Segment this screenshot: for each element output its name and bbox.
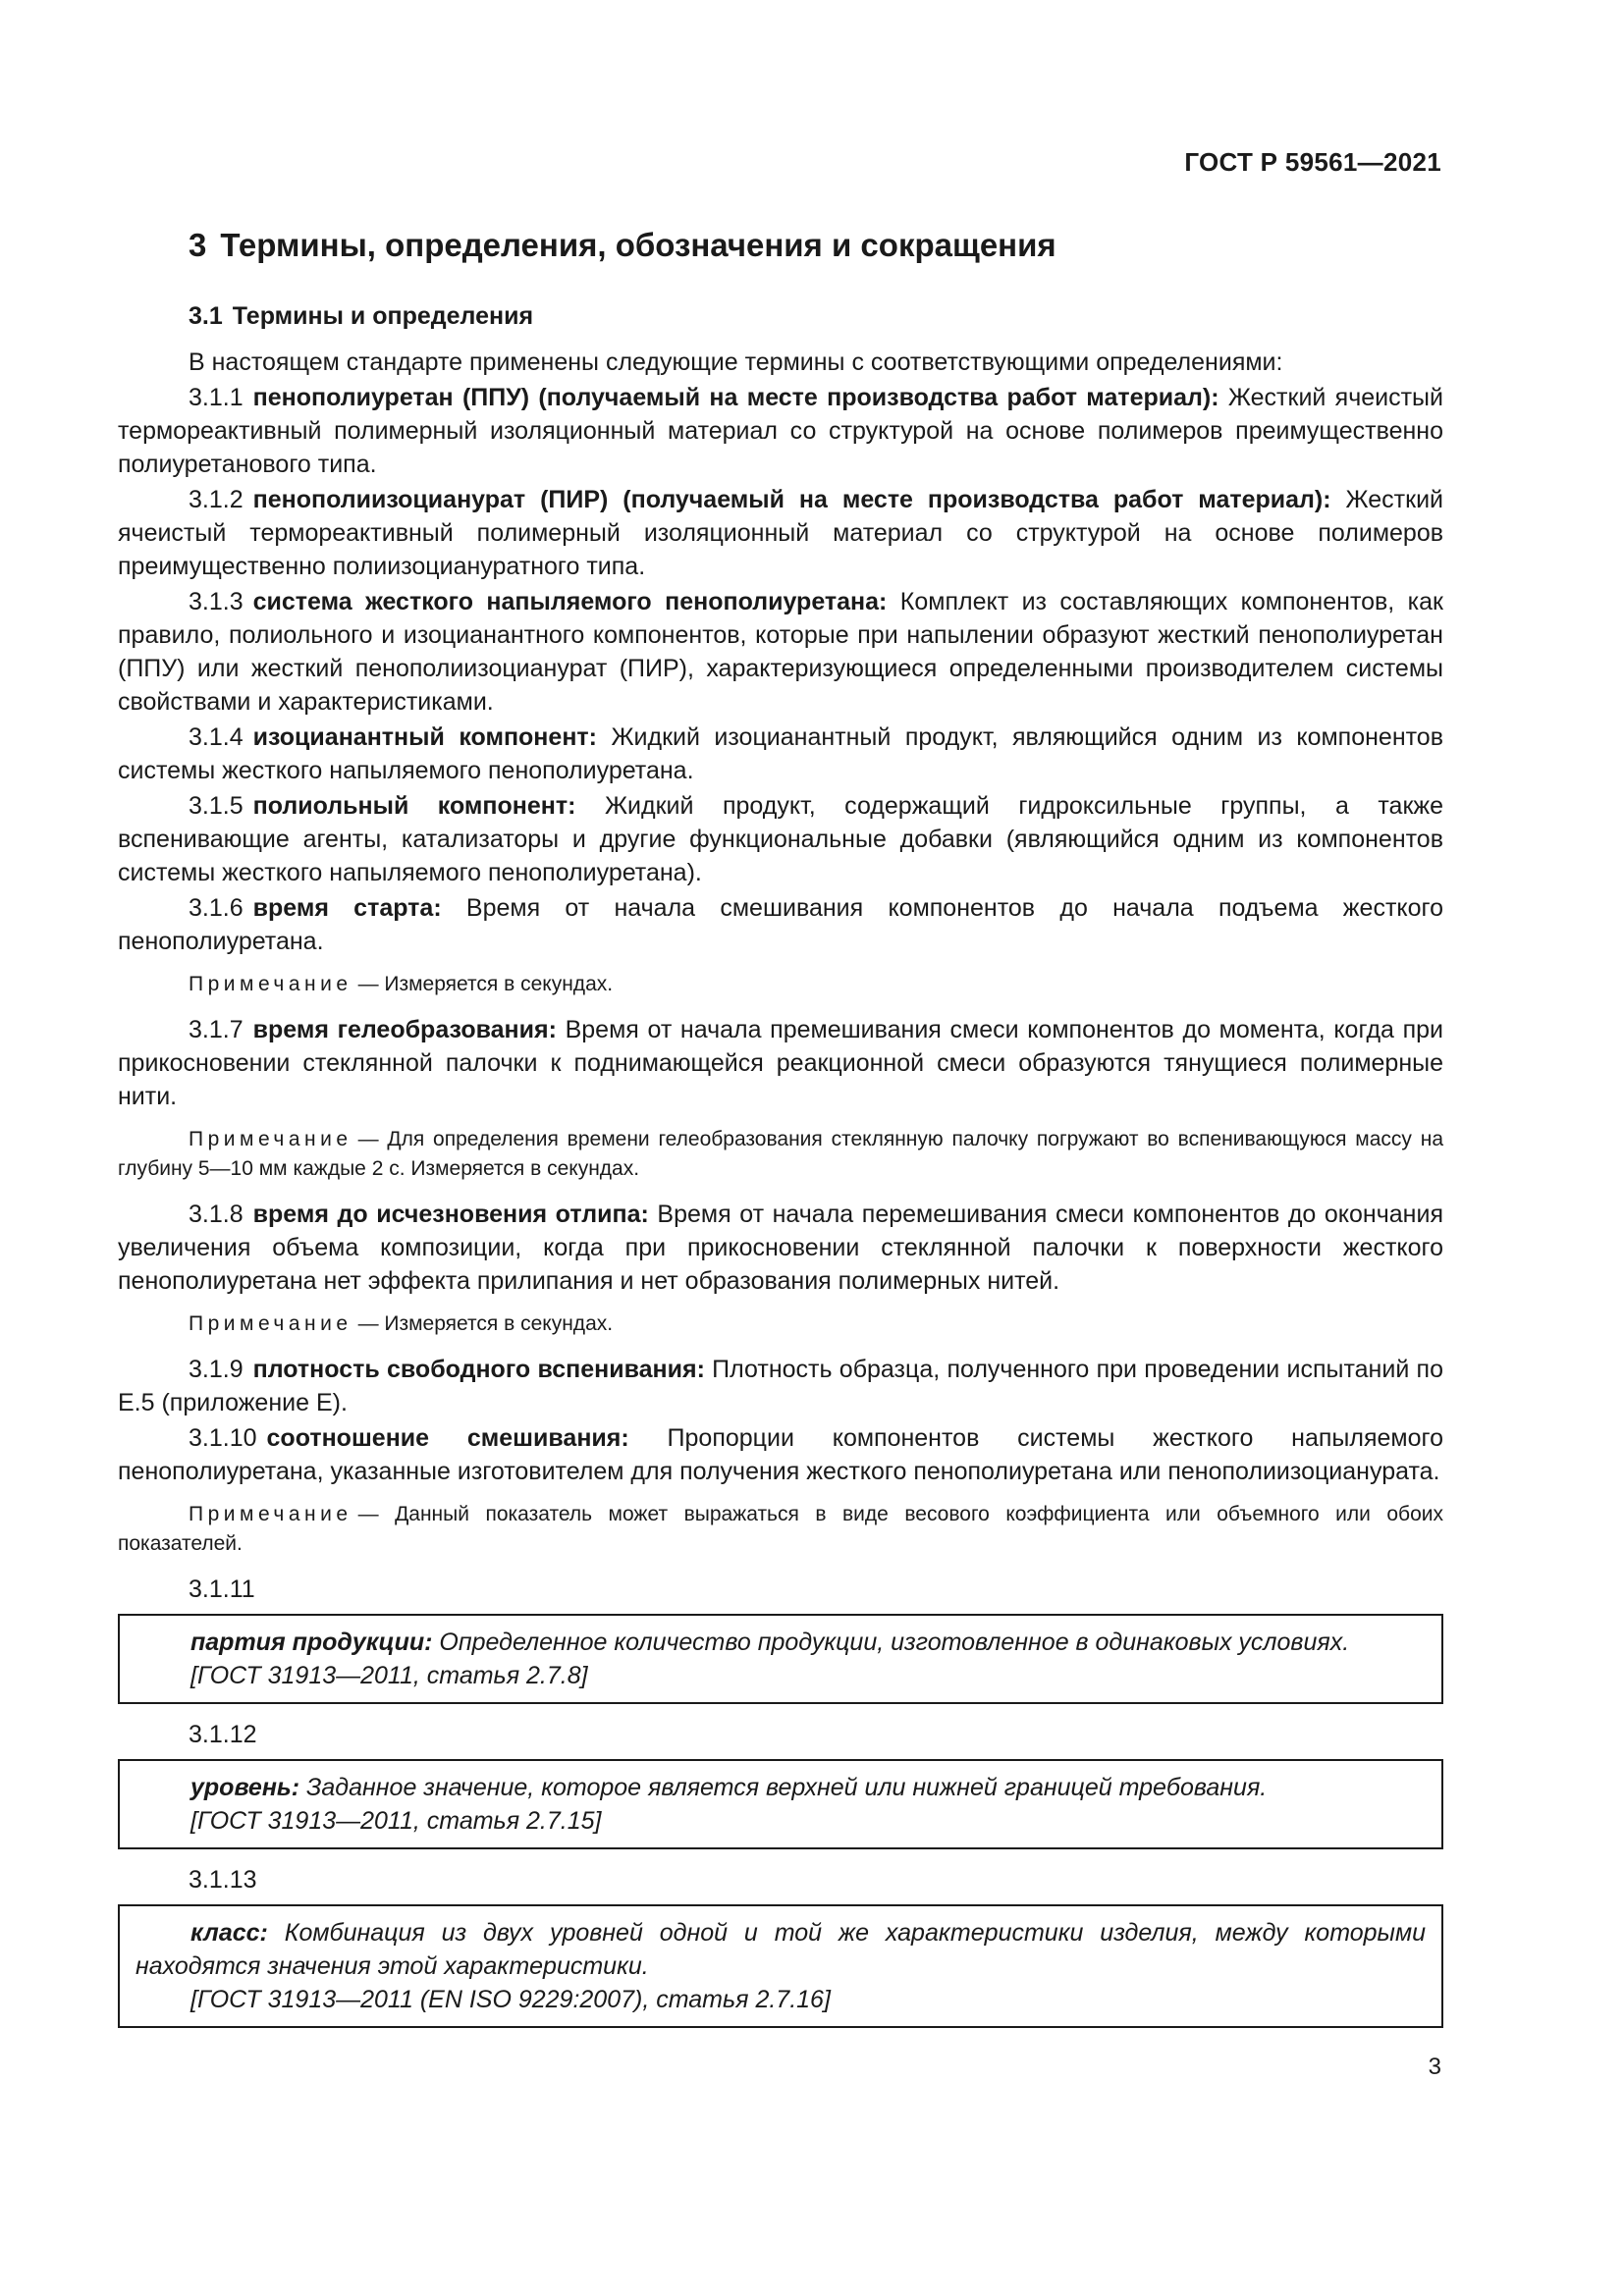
note bbox=[118, 1500, 1443, 1559]
note bbox=[118, 1125, 1443, 1184]
note-text: — Измеряется в секундах. bbox=[357, 973, 614, 995]
term-definition: Время от начала перемешивания смеси компонентов до окончания увеличения объема композиции, когда при прикосновении стеклянной палочки к поверхности жесткого пенополиуретана нет эффекта прилипания и нет образования полимерных нитей. bbox=[118, 1201, 1443, 1295]
term-name: партия продукции: bbox=[190, 1629, 433, 1656]
term-entry bbox=[118, 381, 1443, 481]
term-name: плотность свободного вспенивания: bbox=[252, 1356, 705, 1383]
boxed-term bbox=[118, 1614, 1443, 1704]
boxed-term-number: 3.1.12 bbox=[189, 1721, 257, 1748]
subsection-number: 3.1 bbox=[189, 302, 223, 330]
intro-paragraph: В настоящем стандарте применены следующие термины с соответствующими определениями: bbox=[189, 348, 1283, 376]
term-entry bbox=[118, 1198, 1443, 1298]
term-name: полиольный компонент: bbox=[252, 792, 576, 820]
page-number: 3 bbox=[1428, 2054, 1441, 2080]
term-entry bbox=[118, 585, 1443, 719]
note bbox=[118, 1309, 1443, 1339]
boxed-term-number: 3.1.11 bbox=[189, 1575, 255, 1603]
note bbox=[118, 970, 1443, 999]
term-definition: Комбинация из двух уровней одной и той же характеристики изделия, между которыми находятся значения этой характеристики. bbox=[135, 1919, 1426, 1980]
term-definition: Время от начала смешивания компонентов до начала подъема жесткого пенополиуретана. bbox=[118, 894, 1443, 955]
term-definition: Жесткий ячеистый термореактивный полимерный изоляционный материал со структурой на основе полимеров преимущественно полиизоциануратного типа. bbox=[118, 486, 1443, 580]
term-name: класс: bbox=[190, 1919, 268, 1947]
term-entry bbox=[118, 891, 1443, 958]
term-entry bbox=[118, 1353, 1443, 1419]
term-number: 3.1.10 bbox=[189, 1424, 257, 1452]
boxed-term-reference: [ГОСТ 31913—2011 (EN ISO 9229:2007), статья 2.7.16] bbox=[190, 1986, 831, 2013]
boxed-term-reference: [ГОСТ 31913—2011, статья 2.7.8] bbox=[190, 1662, 588, 1689]
term-name: уровень: bbox=[190, 1774, 300, 1801]
term-entry bbox=[118, 721, 1443, 787]
section-title: Термины, определения, обозначения и сокращения bbox=[220, 227, 1056, 263]
term-definition: Определенное количество продукции, изготовленное в одинаковых условиях. bbox=[432, 1629, 1350, 1656]
boxed-term bbox=[118, 1904, 1443, 2028]
term-number: 3.1.7 bbox=[189, 1016, 244, 1043]
boxed-term-reference: [ГОСТ 31913—2011, статья 2.7.15] bbox=[190, 1807, 602, 1835]
standard-code: ГОСТ Р 59561—2021 bbox=[1184, 147, 1441, 177]
term-definition: Пропорции компонентов системы жесткого напыляемого пенополиуретана, указанные изготовителем для получения жесткого пенополиуретана или пенополиизоцианурата. bbox=[118, 1424, 1443, 1485]
term-number: 3.1.1 bbox=[189, 384, 244, 411]
term-definition: Жесткий ячеистый термореактивный полимерный изоляционный материал со структурой на основе полимеров преимущественно полиуретанового типа. bbox=[118, 384, 1443, 478]
term-number: 3.1.3 bbox=[189, 588, 244, 615]
term-entry bbox=[118, 1013, 1443, 1113]
note-label: Примечание bbox=[189, 1128, 352, 1150]
term-name: пенополиизоцианурат (ПИР) (получаемый на месте производства работ материал): bbox=[252, 486, 1331, 513]
subsection-heading bbox=[189, 298, 1443, 334]
term-name: соотношение смешивания: bbox=[266, 1424, 629, 1452]
term-name: время гелеобразования: bbox=[252, 1016, 557, 1043]
term-name: система жесткого напыляемого пенополиуретана: bbox=[252, 588, 888, 615]
subsection-title: Термины и определения bbox=[232, 302, 534, 330]
term-definition: Жидкий изоцианантный продукт, являющийся одним из компонентов системы жесткого напыляемого пенополиуретана. bbox=[118, 723, 1443, 784]
term-definition: Плотность образца, полученного при проведении испытаний по Е.5 (приложение Е). bbox=[118, 1356, 1443, 1416]
note-label: Примечание bbox=[189, 1312, 352, 1335]
boxed-term-definition bbox=[135, 1916, 1426, 1983]
term-number: 3.1.6 bbox=[189, 894, 244, 922]
term-name: пенополиуретан (ППУ) (получаемый на месте производства работ материал): bbox=[252, 384, 1219, 411]
term-number: 3.1.4 bbox=[189, 723, 244, 751]
term-definition: Время от начала премешивания смеси компонентов до момента, когда при прикосновении стеклянной палочки к поднимающейся реакционной смеси образуются тянущиеся полимерные нити. bbox=[118, 1016, 1443, 1110]
section-number: 3 bbox=[189, 227, 207, 263]
boxed-term-definition bbox=[135, 1626, 1426, 1659]
boxed-term bbox=[118, 1759, 1443, 1849]
page-content bbox=[118, 224, 1443, 2038]
term-number: 3.1.9 bbox=[189, 1356, 244, 1383]
boxed-term-definition bbox=[135, 1771, 1426, 1804]
term-entry bbox=[118, 483, 1443, 583]
term-entry bbox=[118, 1421, 1443, 1488]
term-name: время до исчезновения отлипа: bbox=[252, 1201, 649, 1228]
note-label: Примечание bbox=[189, 1503, 352, 1525]
note-label: Примечание bbox=[189, 973, 352, 995]
term-definition: Заданное значение, которое является верхней или нижней границей требования. bbox=[299, 1774, 1268, 1801]
term-number: 3.1.8 bbox=[189, 1201, 244, 1228]
term-definition: Жидкий продукт, содержащий гидроксильные группы, а также вспенивающие агенты, катализаторы и другие функциональные добавки (являющийся одним из компонентов системы жесткого напыляемого пенополиуретана). bbox=[118, 792, 1444, 886]
term-number: 3.1.5 bbox=[189, 792, 244, 820]
note-text: — Для определения времени гелеобразования стеклянную палочку погружают во вспенивающуюся массу на глубину 5—10 мм каждые 2 с. Измеряется в секундах. bbox=[118, 1128, 1443, 1180]
term-definition: Комплект из составляющих компонентов, как правило, полиольного и изоцианантного компонентов, которые при напылении образуют жесткий пенополиуретан (ППУ) или жесткий пенополиизоцианурат (ПИР), характеризующиеся определенными производителем системы свойствами и характеристиками. bbox=[118, 588, 1443, 716]
note-text: — Данный показатель может выражаться в виде весового коэффициента или объемного или обоих показателей. bbox=[118, 1503, 1443, 1555]
term-number: 3.1.2 bbox=[189, 486, 244, 513]
term-entry bbox=[118, 789, 1443, 889]
section-heading bbox=[189, 224, 1443, 267]
boxed-term-number: 3.1.13 bbox=[189, 1866, 257, 1894]
term-name: изоцианантный компонент: bbox=[252, 723, 597, 751]
note-text: — Измеряется в секундах. bbox=[357, 1312, 614, 1335]
term-name: время старта: bbox=[252, 894, 442, 922]
